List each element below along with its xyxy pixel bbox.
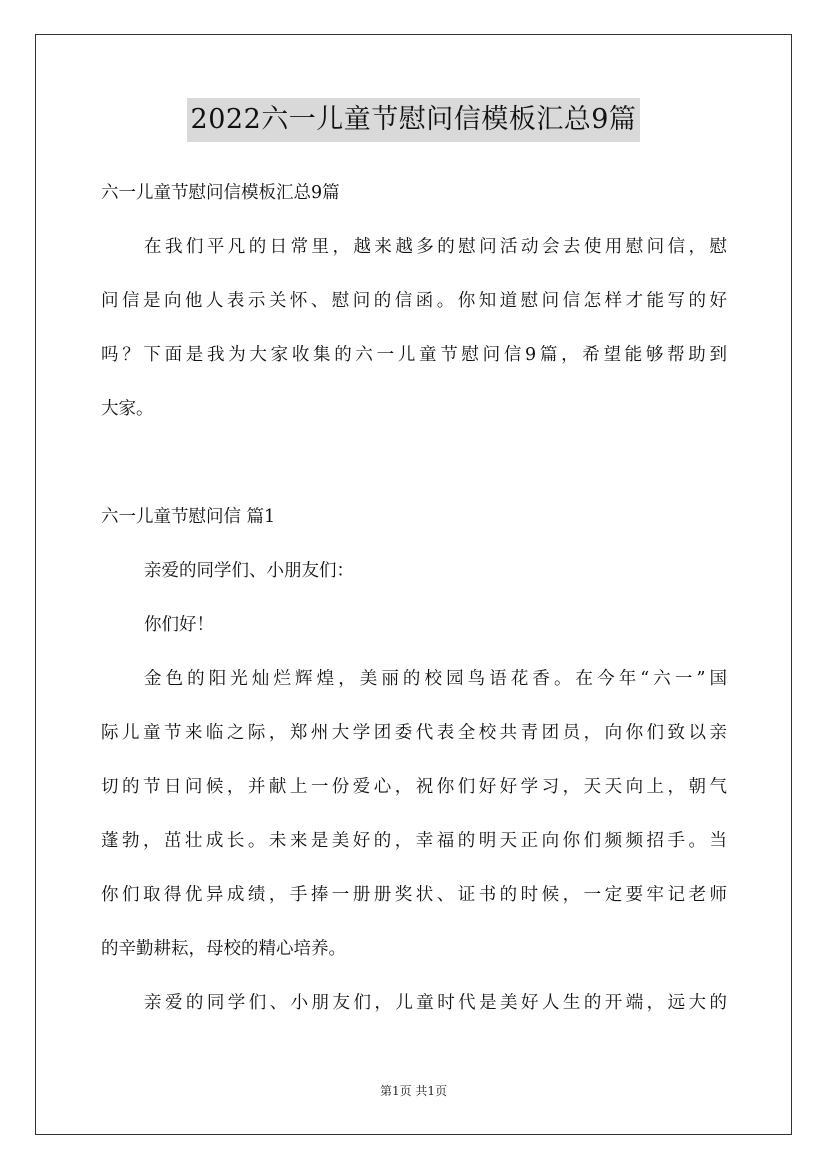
body-line-text: 你们取得优异成绩，手捧一册册奖状、证书的时候，一定要牢记老师 [101,885,727,905]
body-line: 的辛勤耕耘，母校的精心培养。 [101,939,346,959]
intro-line-text: 吗？下面是我为大家收集的六一儿童节慰问信9篇，希望能够帮助到 [101,345,727,365]
body-line-text: 亲爱的同学们、小朋友们，儿童时代是美好人生的开端，远大的 [144,993,727,1013]
body-line [101,821,727,875]
intro-line [101,227,727,281]
intro-line-text: 在我们平凡的日常里，越来越多的慰问活动会去使用慰问信，慰 [144,237,727,257]
body-line [101,983,727,1037]
body-line [101,659,727,713]
title-container [0,98,827,142]
subtitle: 六一儿童节慰问信模板汇总9篇 [101,183,340,203]
document-title: 2022六一儿童节慰问信模板汇总9篇 [187,98,641,142]
paragraph-gap [101,443,727,497]
intro-line-text: 问信是向他人表示关怀、慰问的信函。你知道慰问信怎样才能写的好 [101,291,727,311]
body-line-text: 际儿童节来临之际，郑州大学团委代表全校共青团员，向你们致以亲 [101,723,727,743]
body-line [101,767,727,821]
salutation: 亲爱的同学们、小朋友们： [144,561,354,581]
intro-line [101,281,727,335]
body-line-text: 切的节日问候，并献上一份爱心，祝你们好好学习，天天向上，朝气 [101,777,727,797]
document-body [101,173,727,1037]
section-heading: 六一儿童节慰问信 篇1 [101,507,276,527]
greeting: 你们好！ [144,615,214,635]
page-footer [0,1082,827,1099]
body-line [101,875,727,929]
body-line-text: 金色的阳光灿烂辉煌，美丽的校园鸟语花香。在今年“六一”国 [144,669,727,689]
intro-line: 大家。 [101,399,154,419]
page-number-label: 第1页 共1页 [379,1084,448,1098]
body-line [101,713,727,767]
intro-line [101,335,727,389]
body-line-text: 蓬勃，茁壮成长。未来是美好的，幸福的明天正向你们频频招手。当 [101,831,727,851]
